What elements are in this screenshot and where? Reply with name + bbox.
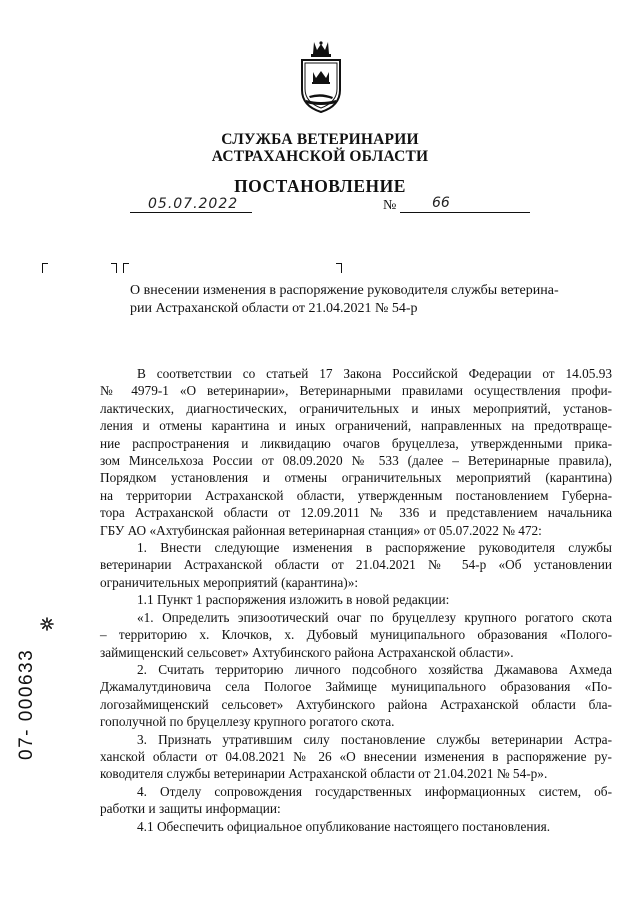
body-line: работки и защиты информации:: [100, 801, 281, 817]
document-date: 05.07.2022: [148, 196, 239, 212]
body-line: ководителя службы ветеринарии Астраханской области от 21.04.2021 № 54-р».: [100, 766, 548, 782]
side-serial-number: 07- 000633: [16, 648, 37, 760]
body-line: зом Минсельхоза России от 08.09.2020 № 533 (далее – Ветеринарные правила),: [100, 453, 612, 469]
body-line: – территорию х. Клочков, х. Дубовый муниципального образования «Полого-: [100, 627, 612, 643]
body-line: 1.1 Пункт 1 распоряжения изложить в новой редакции:: [137, 592, 450, 608]
body-line: гополучной по бруцеллезу крупного рогатого скота.: [100, 714, 395, 730]
body-line: ние распространения и ликвидацию очагов бруцеллеза, утвержденными прика-: [100, 435, 612, 451]
body-line: логозаймищенский сельсовет» Ахтубинского района Астраханской области бла-: [100, 696, 612, 712]
document-type-title: ПОСТАНОВЛЕНИЕ: [234, 176, 406, 196]
coat-of-arms-icon: [296, 40, 346, 114]
body-line: ограничительных мероприятий (карантина)»:: [100, 574, 359, 590]
body-line: 4. Отделу сопровождения государственных информационных систем, об-: [137, 783, 612, 799]
body-line: ГБУ АО «Ахтубинская районная ветеринарная станция» от 05.07.2022 № 472:: [100, 522, 542, 538]
organization-name-line1: СЛУЖБА ВЕТЕРИНАРИИ: [221, 131, 419, 148]
date-underline: [130, 212, 252, 213]
document-number: 66: [432, 195, 450, 211]
body-line: ветеринарии Астраханской области от 21.04.2021 № 54-р «Об установлении: [100, 557, 612, 573]
body-line: ления и отмены карантина и иных ограничений, направленных на предотвраще-: [100, 418, 612, 434]
star-stamp-icon: [40, 617, 54, 631]
subject-line: рии Астраханской области от 21.04.2021 № 54-р: [130, 301, 418, 316]
body-line: Джамалутдиновича села Пологое Займище муниципального образования «По-: [100, 679, 612, 695]
body-line: на территории Астраханской области, утвержденным постановлением Губерна-: [100, 487, 612, 503]
body-line: В соответствии со статьей 17 Закона Российской Федерации от 14.05.93: [137, 366, 612, 381]
body-line: займищенский сельсовет» Ахтубинского района Астраханской области».: [100, 644, 514, 660]
body-line: Порядком установления и отмены ограничительных мероприятий (карантина): [100, 470, 612, 486]
subject-line: О внесении изменения в распоряжение руководителя службы ветерина-: [130, 283, 559, 298]
body-line: ханской области от 04.08.2021 № 26 «О внесении изменения в распоряжение ру-: [100, 748, 612, 764]
body-line: лактических, диагностических, ограничительных и иных мероприятий, установ-: [100, 400, 612, 416]
number-underline: [400, 212, 530, 213]
corner-mark-right-inner: [111, 263, 117, 273]
organization-name-line2: АСТРАХАНСКОЙ ОБЛАСТИ: [211, 148, 429, 165]
body-line: 4.1 Обеспечить официальное опубликование настоящего постановления.: [137, 818, 551, 834]
body-line: тора Астраханской области от 12.09.2011 № 336 и представлением начальника: [100, 505, 612, 521]
body-line: 3. Признать утратившим силу постановление службы ветеринарии Астра-: [137, 731, 612, 747]
body-line: «1. Определить эпизоотический очаг по бруцеллезу крупного рогатого скота: [137, 609, 612, 625]
corner-mark-right: [336, 263, 342, 273]
corner-mark-left: [42, 263, 48, 273]
document-body: [100, 365, 612, 835]
body-line: № 4979-1 «О ветеринарии», Ветеринарными правилами осуществления профи-: [100, 383, 612, 399]
document-subject: [130, 282, 610, 318]
corner-mark-left-inner: [123, 263, 129, 273]
number-label: №: [383, 198, 397, 213]
body-line: 2. Считать территорию личного подсобного хозяйства Джамавова Ахмеда: [137, 661, 612, 677]
body-line: 1. Внести следующие изменения в распоряжение руководителя службы: [137, 540, 612, 556]
